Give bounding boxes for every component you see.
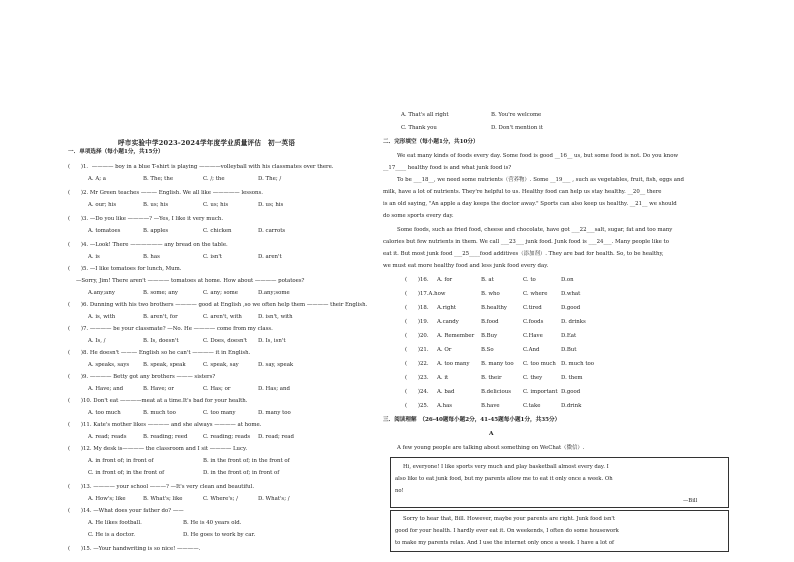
question-6: ( )6. Dunning with his two brothers ———— good at English ,so we often help them ———— their English.: [68, 302, 368, 308]
q16-option-a: A. for: [437, 277, 453, 283]
q17-option-c: C. where: [523, 291, 548, 297]
q18-option-c: C.tired: [523, 305, 542, 311]
q5-option-d: D.any;some: [258, 290, 290, 296]
q11-option-c: C. reading; reads: [203, 434, 251, 440]
q20-option-b: B.Buy: [481, 333, 498, 339]
q25-option-b: B.have: [481, 403, 500, 409]
q12-option-d: D. in the front of; in front of: [203, 470, 280, 476]
q18-number: ( )18.: [405, 305, 429, 311]
q22-option-b: B. many too: [481, 361, 514, 367]
q21-option-d: D.But: [561, 347, 577, 353]
q6-option-c: C. aren't, with: [203, 314, 242, 320]
q6-option-a: A. is, with: [88, 314, 116, 320]
q7-option-c: C. Does, doesn't: [203, 338, 248, 344]
q16-option-b: B. at: [481, 277, 494, 283]
q6-option-b: B. aren't, for: [143, 314, 178, 320]
q16-option-c: C. to: [523, 277, 536, 283]
q21-option-b: B.So: [481, 347, 494, 353]
q12-option-b: B. in the front of; in the front of: [203, 458, 290, 464]
q4-option-c: C. isn't: [203, 254, 222, 260]
q19-number: ( )19.: [405, 319, 429, 325]
message-box-reply: [390, 510, 729, 552]
q22-option-d: D. much too: [561, 361, 595, 367]
question-2: ( )2. Mr Green teaches ——— English. We all like ————— lessons.: [68, 190, 263, 196]
q24-option-c: C. important: [523, 389, 558, 395]
q13-option-d: D. What's; /: [258, 496, 290, 502]
q15-option-b: B. You're welcome: [491, 112, 542, 118]
q19-option-c: C.foods: [523, 319, 544, 325]
q25-option-c: C.take: [523, 403, 541, 409]
passage-line-10: we must eat more healthy food and less junk food every day.: [383, 263, 549, 269]
passage-line-7: Some foods, such as fried food, cheese and chocolate, have got ___22___salt, sugar, fat and too many: [397, 227, 673, 233]
q12-option-a: A. in front of; in front of: [88, 458, 154, 464]
q3-option-b: B. apples: [143, 228, 169, 234]
q23-option-b: B. their: [481, 375, 502, 381]
bill-line-2: also like to eat junk food, but my parents allow me to eat it only once a week. Oh: [395, 476, 613, 482]
q18-option-d: D.good: [561, 305, 581, 311]
reply-line-2: good for your health. I hardly ever eat it. On weekends, I often do some housework: [395, 528, 619, 534]
q1-option-d: D. The; /: [258, 176, 282, 182]
bill-signature: —Bill: [683, 498, 698, 504]
question-3: ( )3. —Do you like ————? —Yes, I like it very much.: [68, 216, 224, 222]
q21-option-c: C.And: [523, 347, 540, 353]
q15-option-c: C. Thank you: [401, 125, 437, 131]
section-3-heading: 三．阅读理解 （26-40题每小题2分，41-45题每小题1分，共35分）: [383, 417, 561, 423]
q21-option-a: A. Or: [437, 347, 452, 353]
q24-option-d: D.good: [561, 389, 581, 395]
section-2-heading: 二．完形填空（每小题1分，共10分）: [383, 139, 479, 145]
reading-intro: A few young people are talking about something on WeChat（微信）.: [397, 445, 585, 451]
q13-option-b: B. What's; like: [143, 496, 183, 502]
q24-option-b: B.delicious: [481, 389, 511, 395]
q10-option-a: A. too much: [88, 410, 121, 416]
q24-number: ( )24.: [405, 389, 429, 395]
q23-number: ( )23.: [405, 375, 429, 381]
q24-option-a: A. bad: [437, 389, 455, 395]
q20-option-a: A. Remember: [437, 333, 475, 339]
q2-option-d: D. us; his: [258, 202, 284, 208]
q4-option-d: D. aren't: [258, 254, 282, 260]
q20-number: ( )20.: [405, 333, 429, 339]
question-4: ( )4. —Look! There —————— any bread on the table.: [68, 242, 228, 248]
q4-option-b: B. has: [143, 254, 160, 260]
q16-option-d: D.on: [561, 277, 574, 283]
q7-option-b: B. Is, doesn't: [143, 338, 179, 344]
q2-option-c: C. us; his: [203, 202, 229, 208]
question-5-line-2: —Sorry, Jim! There aren't ———— tomatoes at home. How about ———— potatoes?: [76, 278, 305, 284]
bill-line-1: Hi, everyone! I like sports very much and play basketball almost every day. I: [403, 464, 609, 470]
q19-option-d: D. drinks: [561, 319, 586, 325]
q5-option-c: C. any; some: [203, 290, 238, 296]
reply-line-1: Sorry to hear that, Bill. However, maybe your parents are right. Junk food isn't: [403, 516, 615, 522]
q9-option-a: A. Have; and: [88, 386, 124, 392]
q1-option-a: A. A; a: [88, 176, 106, 182]
question-11: ( )11. Kate's mother likes ———— and she always ———— at home.: [68, 422, 262, 428]
question-9: ( )9. ———— Betty got any brothers ——— sisters?: [68, 374, 216, 380]
q13-option-c: C. Where's; /: [203, 496, 238, 502]
q2-option-b: B. us; his: [143, 202, 169, 208]
q19-option-a: A.candy: [437, 319, 459, 325]
question-14: ( )14. —What does your father do? ——: [68, 508, 184, 514]
q12-option-c: C. in front of; in the front of: [88, 470, 165, 476]
q3-option-d: D. carrots: [258, 228, 286, 234]
q14-option-c: C. He is a doctor.: [88, 532, 135, 538]
q18-option-a: A.right: [437, 305, 456, 311]
q17-number: ( )17.A.how: [405, 291, 446, 297]
q3-option-a: A. tomatoes: [88, 228, 121, 234]
question-15: ( )15. —Your handwriting is so nice! ————.: [68, 546, 201, 552]
q14-option-d: D. He goes to work by car.: [183, 532, 256, 538]
q20-option-d: D.Eat: [561, 333, 577, 339]
reply-line-3: to make my parents relax. And I use the internet only once a week. I have a lot of: [395, 540, 615, 546]
q10-option-b: B. much too: [143, 410, 176, 416]
q19-option-b: B.food: [481, 319, 499, 325]
q17-option-d: D.what: [561, 291, 581, 297]
q9-option-c: C. Has; or: [203, 386, 231, 392]
q25-option-a: A.has: [437, 403, 453, 409]
q23-option-d: D. them: [561, 375, 583, 381]
q1-option-c: C. /; the: [203, 176, 225, 182]
passage-line-9: eat it. But most junk food ___25____food additives（添加剂）. They are bad for health. So, to be healthy,: [383, 251, 664, 257]
page-title: 呼市实验中学2023-2024学年度学业质量评估 初一英语: [118, 139, 296, 147]
q1-option-b: B. The; the: [143, 176, 174, 182]
q14-option-a: A. He likes football.: [88, 520, 142, 526]
q17-option-b: B. who: [481, 291, 500, 297]
q5-option-a: A.any;any: [88, 290, 115, 296]
q13-option-a: A. How's; like: [88, 496, 126, 502]
bill-line-3: no!: [395, 488, 404, 494]
q23-option-a: A. it: [437, 375, 449, 381]
q15-option-a: A. That's all right: [401, 112, 449, 118]
q21-number: ( )21.: [405, 347, 429, 353]
q25-option-d: D.drink: [561, 403, 582, 409]
question-5-line-1: ( )5. —I like tomatoes for lunch, Mum.: [68, 266, 182, 272]
q22-option-c: C. too much: [523, 361, 556, 367]
q3-option-c: C. chicken: [203, 228, 232, 234]
q22-option-a: A. too many: [437, 361, 470, 367]
question-8: ( )8. He doesn't ——— English so he can't ———— it in English.: [68, 350, 251, 356]
passage-line-5: is an old saying, "An apple a day keeps the doctor away." Sports can also keep us healthy. __21__ we should: [383, 201, 677, 207]
passage-line-3: To be ___18__, we need some nutrients（营养物）. Some __19___ , such as vegetables, fruit, fish, eggs and: [397, 177, 684, 183]
q14-option-b: B. He is 40 years old.: [183, 520, 242, 526]
q18-option-b: B.healthy: [481, 305, 507, 311]
q10-option-c: C. too many: [203, 410, 236, 416]
q11-option-d: D. read; read: [258, 434, 294, 440]
q11-option-b: B. reading; reed: [143, 434, 188, 440]
message-box-bill: [390, 457, 729, 508]
q8-option-d: D. say, speak: [258, 362, 294, 368]
q7-option-d: D. Is, isn't: [258, 338, 286, 344]
q8-option-c: C. speak, say: [203, 362, 239, 368]
q23-option-c: C. they: [523, 375, 543, 381]
question-10: ( )10. Don't eat ————meat at a time.It's bad for your health.: [68, 398, 248, 404]
q2-option-a: A. our; his: [88, 202, 117, 208]
q4-option-a: A. is: [88, 254, 100, 260]
q10-option-d: D. many too: [258, 410, 291, 416]
question-12: ( )12. My desk is———— the classroom and I sit ———— Lucy.: [68, 446, 248, 452]
q15-option-d: D. Don't mention it: [491, 125, 543, 131]
q5-option-b: B. some; any: [143, 290, 178, 296]
q8-option-b: B. speak, speak: [143, 362, 186, 368]
passage-line-4: milk, have a lot of nutrients. They're helpful to us. Healthy food can help us stay healthy. __20__ there: [383, 189, 662, 195]
passage-line-2: __17____ healthy food is and what junk food is?: [383, 165, 512, 171]
q8-option-a: A. speaks, says: [88, 362, 130, 368]
part-a-label: A: [489, 431, 494, 437]
section-1-heading: 一．单项选择（每小题1分，共15分）: [68, 149, 164, 155]
question-1: ( )1．———— boy in a blue T-shirt is playing ————volleyball with his classmates over there.: [68, 164, 334, 170]
q11-option-a: A. read; reads: [88, 434, 127, 440]
question-7: ( )7. ———— be your classmate? —No. He ———— come from my class.: [68, 326, 273, 332]
q20-option-c: C.Have: [523, 333, 543, 339]
passage-line-1: We eat many kinds of foods every day. Some food is good __16__ us, but some food is not. Do you know: [397, 153, 679, 159]
q22-number: ( )22.: [405, 361, 429, 367]
q25-number: ( )25.: [405, 403, 429, 409]
q6-option-d: D. isn't, with: [258, 314, 293, 320]
q16-number: ( )16.: [405, 277, 429, 283]
passage-line-8: calories but few nutrients in them. We call ___23___ junk food. Junk food is ___24___. Many people like to: [383, 239, 669, 245]
question-13: ( )13. ———— your school ———? —It's very clean and beautiful.: [68, 484, 255, 490]
q7-option-a: A. Is, /: [88, 338, 106, 344]
passage-line-6: do some sports every day.: [383, 213, 454, 219]
q9-option-b: B. Have; or: [143, 386, 174, 392]
q9-option-d: D. Has; and: [258, 386, 290, 392]
